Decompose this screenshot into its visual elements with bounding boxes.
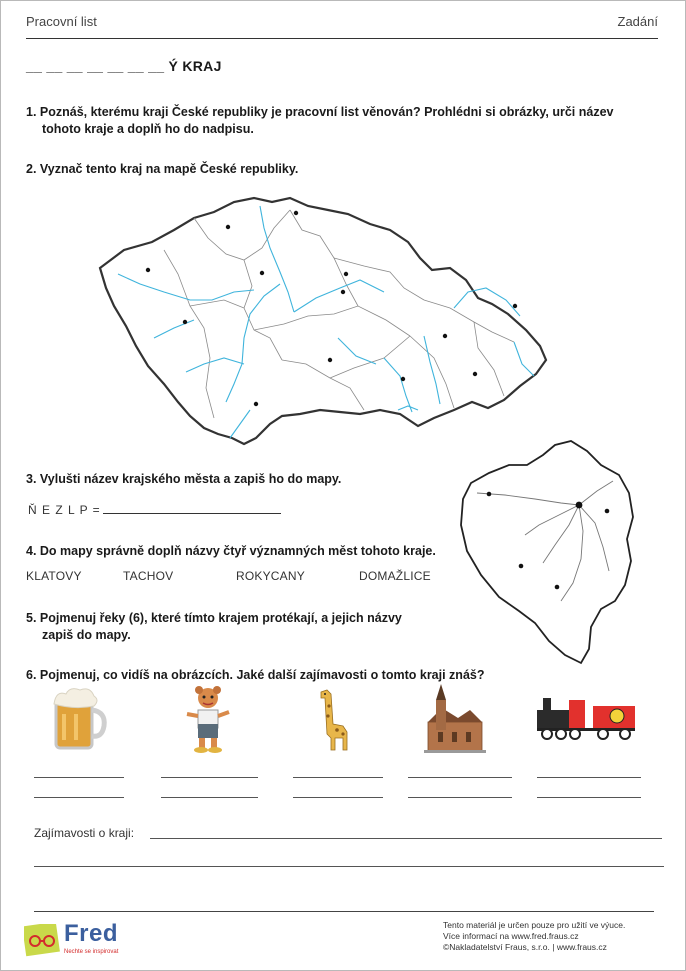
city-dot-plzen [576, 502, 583, 509]
region-rivers [477, 481, 613, 601]
header-divider [26, 38, 658, 39]
facts-answer-line[interactable] [34, 866, 664, 867]
fred-logo [24, 920, 134, 960]
steam-locomotive-icon [533, 684, 637, 744]
region-city-dots [487, 492, 610, 590]
fred-logo-word: Fred [64, 920, 119, 947]
cipher-answer-blank[interactable] [103, 503, 281, 514]
answer-line[interactable] [537, 777, 641, 778]
task-1-line-1: 1. Poznáš, kterému kraji České republiky je pracovní list věnován? Prohlédni si obrázky, urči název [26, 105, 614, 119]
city-2: TACHOV [123, 569, 174, 583]
footer-text [443, 920, 625, 953]
footer-divider [34, 911, 654, 912]
answer-line[interactable] [34, 777, 124, 778]
czech-republic-map [94, 188, 560, 448]
czech-border [100, 198, 546, 444]
task-5-line-2: zapiš do mapy. [42, 628, 131, 642]
header-right: Zadání [617, 14, 658, 29]
facts-answer-line[interactable] [150, 838, 662, 839]
task-1 [26, 104, 614, 138]
task-3: 3. Vylušti název krajského města a zapiš ho do mapy. [26, 472, 342, 486]
city-dots [146, 211, 517, 406]
answer-line[interactable] [161, 777, 258, 778]
region-borders [164, 210, 514, 418]
answer-line[interactable] [161, 797, 258, 798]
footer-line-2: Více informací na www.fred.fraus.cz [443, 931, 579, 941]
puppet-figure-icon [183, 684, 233, 754]
region-border [461, 441, 633, 663]
answer-line[interactable] [293, 797, 383, 798]
task-2: 2. Vyznač tento kraj na mapě České republiky. [26, 162, 299, 176]
task-5 [26, 610, 402, 644]
task-5-line-1: 5. Pojmenuj řeky (6), které tímto krajem protékají, a jejich názvy [26, 611, 402, 625]
cathedral-icon [424, 684, 486, 754]
task-4: 4. Do mapy správně doplň názvy čtyř významných měst tohoto kraje. [26, 544, 436, 558]
city-3: ROKYCANY [236, 569, 305, 583]
cipher-row [28, 503, 281, 517]
city-1: KLATOVY [26, 569, 82, 583]
answer-line[interactable] [34, 797, 124, 798]
fred-logo-tagline: Nechte se inspirovat [64, 949, 119, 955]
cipher-letters: Ň E Z L P = [28, 503, 101, 517]
answer-line[interactable] [293, 777, 383, 778]
answer-line[interactable] [408, 797, 512, 798]
facts-label: Zajímavosti o kraji: [34, 826, 135, 840]
header-left: Pracovní list [26, 14, 97, 29]
region-map [455, 435, 641, 667]
beer-mug-icon [50, 684, 108, 752]
task-6: 6. Pojmenuj, co vidíš na obrázcích. Jaké další zajímavosti o tomto kraji znáš? [26, 668, 485, 682]
task-1-line-2: tohoto kraje a doplň ho do nadpisu. [42, 122, 254, 136]
worksheet-title: __ __ __ __ __ __ __ Ý KRAJ [26, 58, 222, 74]
giraffe-icon [313, 684, 355, 754]
answer-line[interactable] [408, 777, 512, 778]
answer-line[interactable] [537, 797, 641, 798]
footer-line-1: Tento materiál je určen pouze pro užití ve výuce. [443, 920, 626, 930]
footer-line-3: ©Nakladatelství Fraus, s.r.o. | www.fraus.cz [443, 942, 607, 952]
fred-logo-glasses-icon [24, 924, 62, 958]
city-4: DOMAŽLICE [359, 569, 431, 583]
